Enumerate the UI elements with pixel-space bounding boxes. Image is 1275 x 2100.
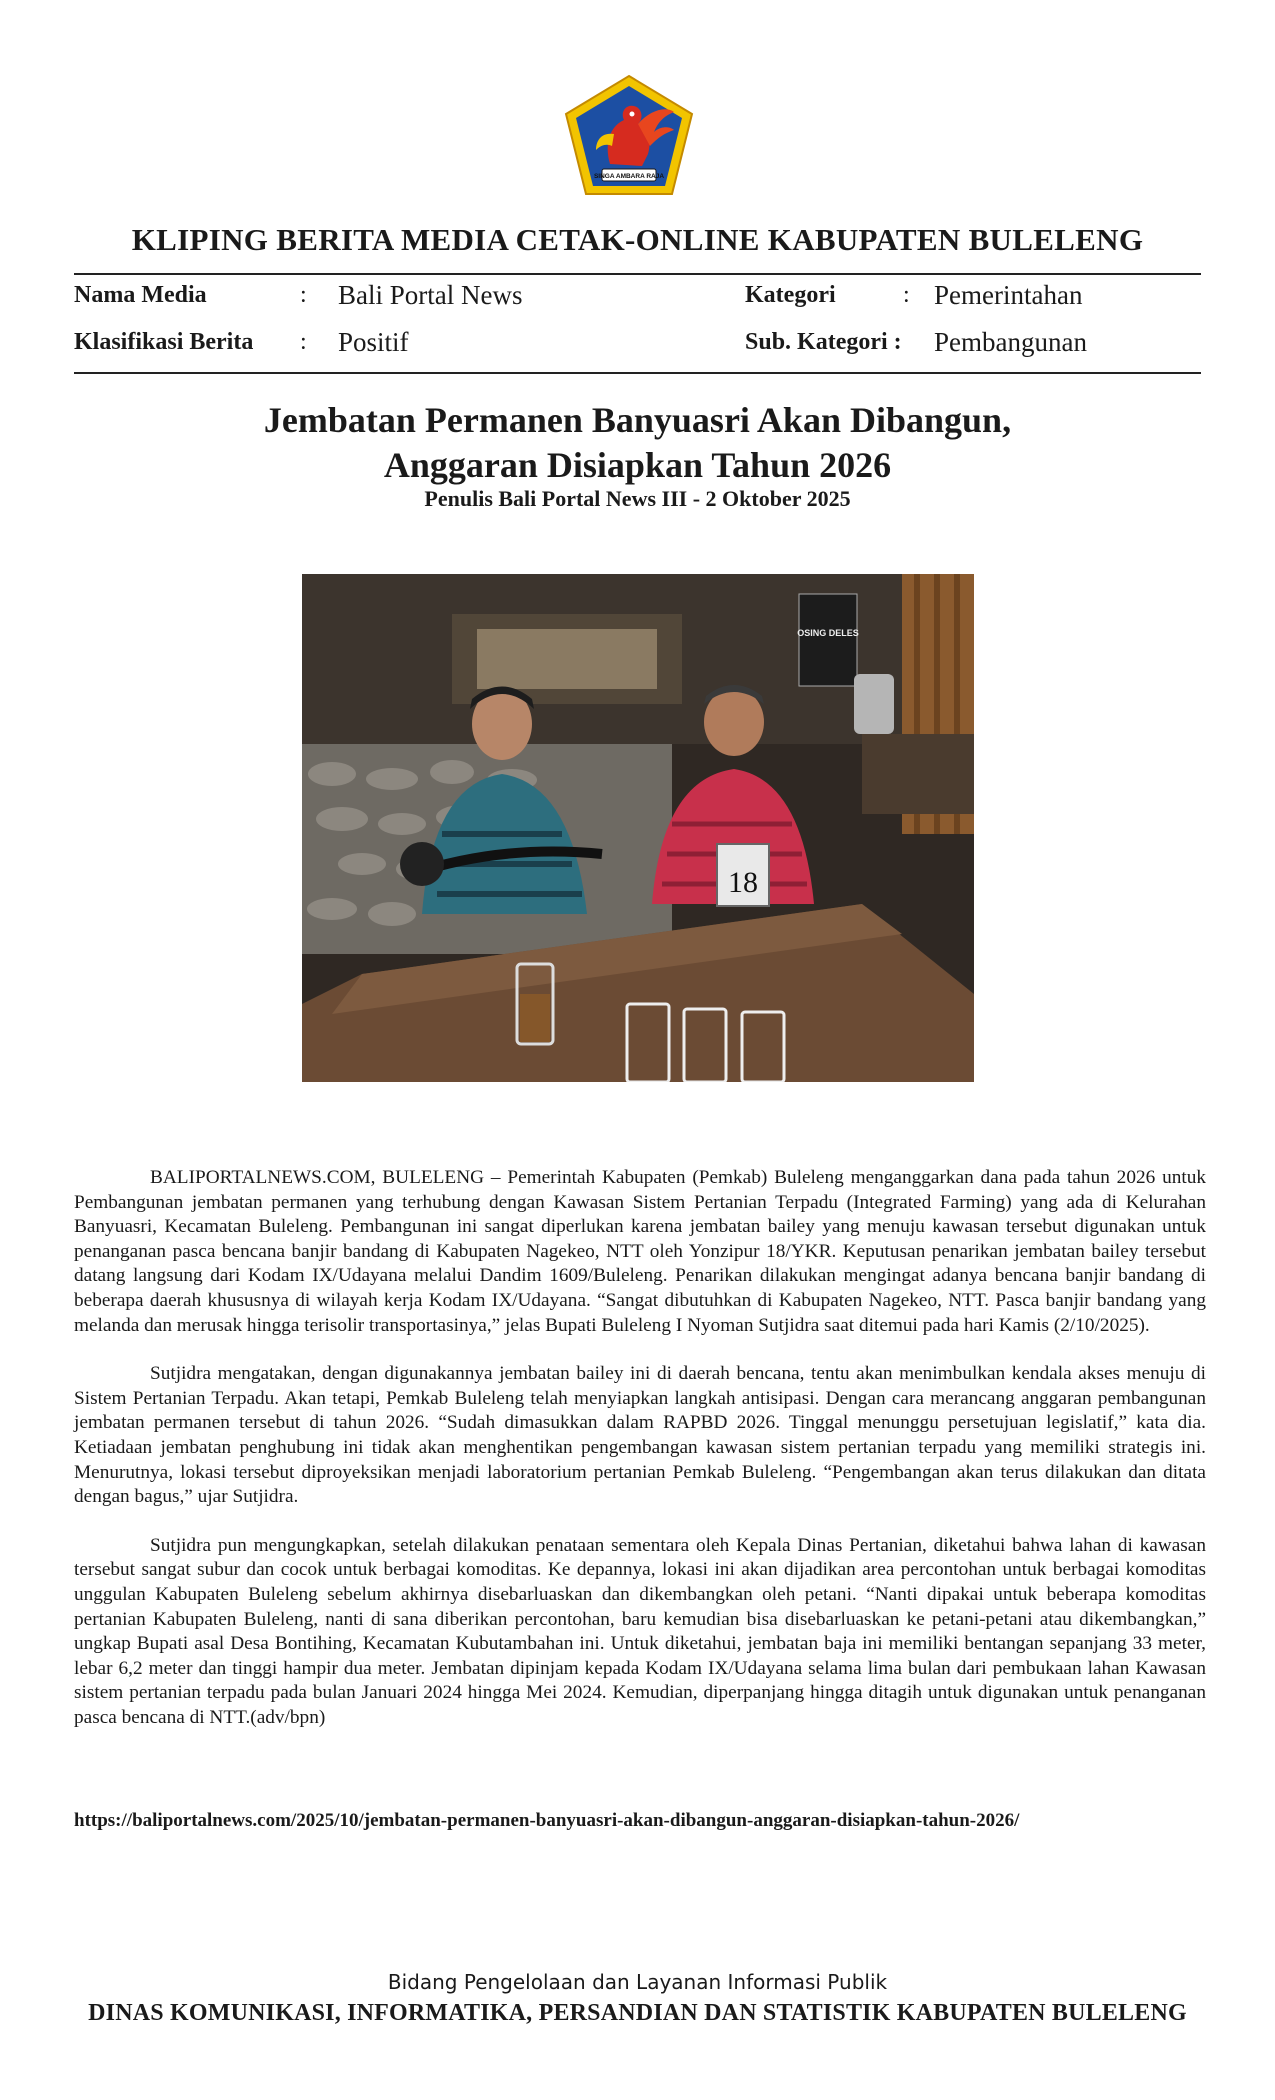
article-source-link[interactable]: https://baliportalnews.com/2025/10/jembatan-permanen-banyuasri-akan-dibangun-anggaran-disiapkan-tahun-2026/ [74, 1810, 1020, 1831]
kategori-colon: : [903, 282, 910, 308]
photo-table-number: 18 [728, 866, 758, 899]
regency-logo [562, 74, 696, 198]
article-photo [302, 574, 974, 1082]
article-title-line-1: Jembatan Permanen Banyuasri Akan Dibangun, [263, 400, 1012, 440]
article-body [74, 1166, 1206, 1754]
klasifikasi-colon: : [300, 329, 307, 355]
logo-motto: SINGA AMBARA RAJA [593, 173, 665, 180]
sub-kategori-label: Sub. Kategori : [745, 329, 902, 355]
document-header-title: KLIPING BERITA MEDIA CETAK-ONLINE KABUPATEN BULELENG [131, 222, 1144, 257]
sub-kategori-value: Pembangunan [934, 327, 1087, 357]
article-title-line-2: Anggaran Disiapkan Tahun 2026 [383, 445, 892, 485]
article-title [0, 398, 1275, 488]
article-paragraph-3: Sutjidra pun mengungkapkan, setelah dilakukan penataan sementara oleh Kepala Dinas Pertanian, diketahui bahwa lahan di kawasan tersebut sangat subur dan cocok untuk berbagai komoditas. Ke depannya, lokasi ini akan dijadikan area percontohan untuk berbagai komoditas unggulan Kabupaten Buleleng sebelum akhirnya disebarluaskan dan dikembangkan oleh petani. “Nanti dipakai untuk beberapa komoditas pertanian Kabupaten Buleleng, nanti di sana diberikan percontohan, baru kemudian bisa disebarluaskan ke petani-petani atau dikembangkan,” ungkap Bupati asal Desa Bontihing, Kecamatan Kubutambahan ini. Untuk diketahui, jembatan baja ini memiliki bentangan sepanjang 33 meter, lebar 6,2 meter dan tinggi hampir dua meter. Jembatan dipinjam kepada Kodam IX/Udayana selama lima bulan dari pembukaan lahan Kawasan sistem pertanian terpadu pada bulan Januari 2024 hingga Mei 2024. Kemudian, diperpanjang hingga ditagih untuk digunakan untuk penanganan pasca bencana di NTT.(adv/bpn) [74, 1534, 1206, 1728]
article-paragraph-1: BALIPORTALNEWS.COM, BULELENG – Pemerintah Kabupaten (Pemkab) Buleleng menganggarkan dana pada tahun 2026 untuk Pembangunan jembatan permanen yang terhubung dengan Kawasan Sistem Pertanian Terpadu (Integrated Farming) yang ada di Kelurahan Banyuasri, Kecamatan Buleleng. Pembangunan ini sangat diperlukan karena jembatan bailey yang menuju kawasan tersebut digunakan untuk penanganan pasca bencana banjir bandang di Kabupaten Nagekeo, NTT oleh Yonzipur 18/YKR. Keputusan penarikan jembatan bailey tersebut datang langsung dari Kodam IX/Udayana melalui Dandim 1609/Buleleng. Penarikan dilakukan mengingat adanya bencana banjir bandang di beberapa daerah khususnya di wilayah kerja Kodam IX/Udayana. “Sangat dibutuhkan di Kabupaten Nagekeo, NTT. Pasca banjir bandang yang melanda dan merusak hingga terisolir transportasinya,” jelas Bupati Buleleng I Nyoman Sutjidra saat ditemui pada hari Kamis (2/10/2025). [74, 1167, 1206, 1336]
nama-media-value: Bali Portal News [338, 280, 523, 310]
kategori-value: Pemerintahan [934, 280, 1083, 310]
footer-subtitle: Bidang Pengelolaan dan Layanan Informasi Publik [387, 1970, 888, 1994]
article-paragraph-2: Sutjidra mengatakan, dengan digunakannya jembatan bailey ini di daerah bencana, tentu akan menimbulkan kendala akses menuju di Sistem Pertanian Terpadu. Akan tetapi, Pemkab Buleleng telah menyiapkan langkah antisipasi. Dengan cara merancang anggaran pembangunan jembatan permanen tersebut di tahun 2026. “Sudah dimasukkan dalam RAPBD 2026. Tinggal menunggu persetujuan legislatif,” kata dia. Ketiadaan jembatan penghubung ini tidak akan menghentikan pengembangan kawasan sistem pertanian terpadu yang memiliki strategis ini. Menurutnya, lokasi tersebut diproyeksikan menjadi laboratorium pertanian Pemkab Buleleng. “Pengembangan akan terus dilakukan dan ditata dengan bagus,” ujar Sutjidra. [74, 1363, 1206, 1508]
footer-title: DINAS KOMUNIKASI, INFORMATIKA, PERSANDIAN DAN STATISTIK KABUPATEN BULELENG [88, 2000, 1187, 2026]
nama-media-colon: : [300, 282, 307, 308]
nama-media-label: Nama Media [74, 282, 207, 308]
header-rule-bottom [74, 372, 1201, 374]
klasifikasi-label: Klasifikasi Berita [74, 329, 254, 355]
singa-ambara-raja-emblem-icon [562, 74, 696, 198]
header-rule-top [74, 273, 1201, 275]
kategori-label: Kategori [745, 282, 836, 308]
photo-sign-text: OSING DELES [797, 628, 859, 638]
klasifikasi-value: Positif [338, 327, 409, 357]
article-byline: Penulis Bali Portal News III - 2 Oktober 2025 [424, 486, 851, 511]
